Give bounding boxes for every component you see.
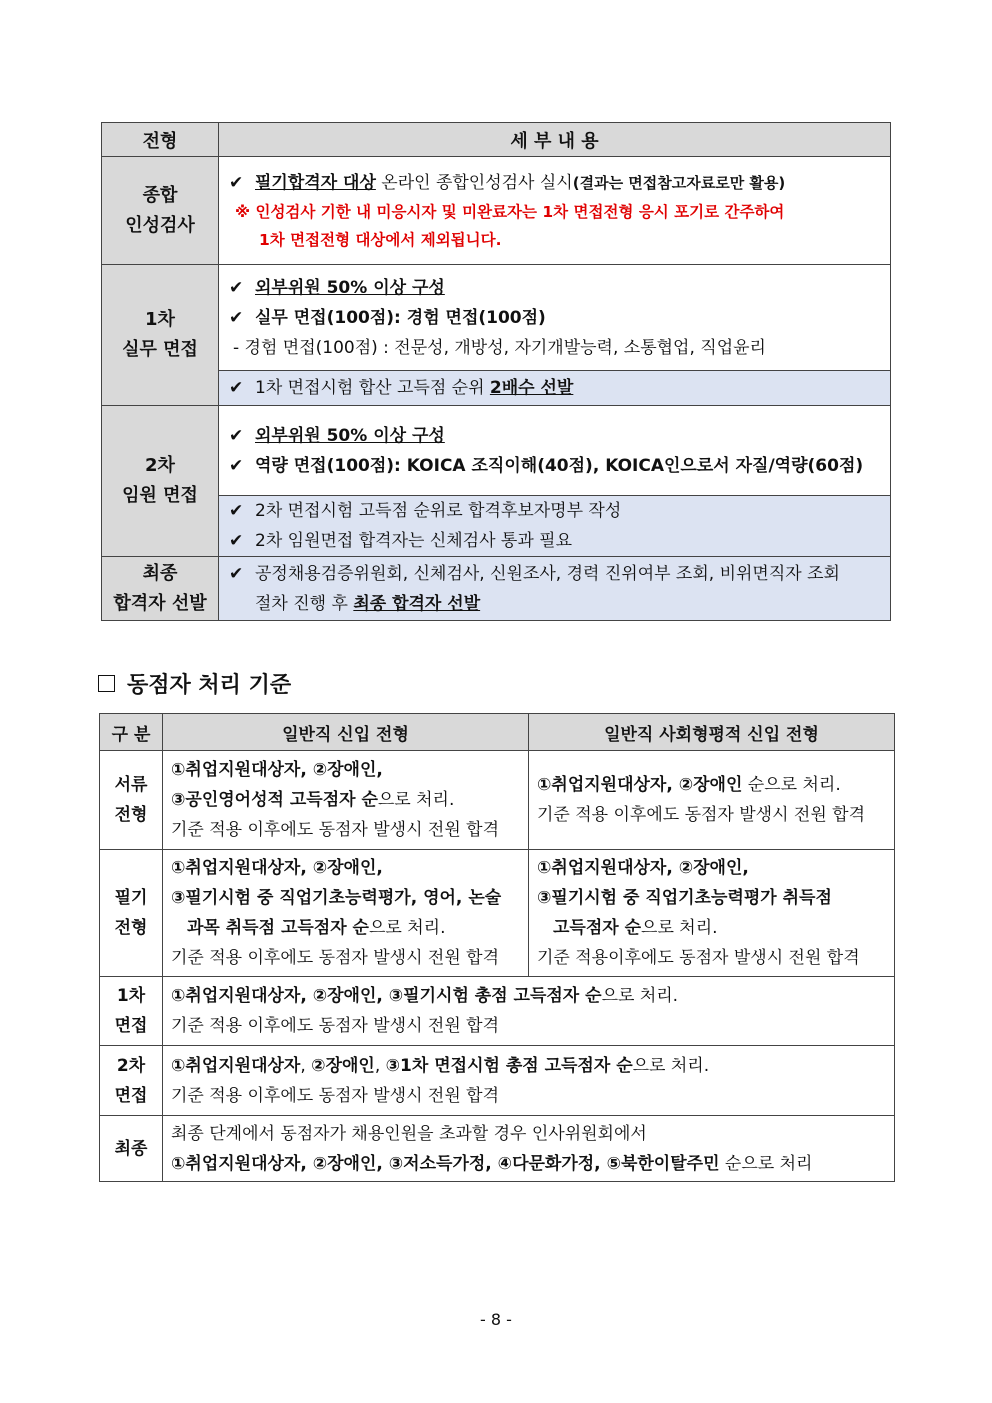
header-details: 세 부 내 용 [219,123,891,157]
aptitude-details [219,157,891,265]
selection-stages-table [101,122,891,621]
header-social-equity: 일반직 사회형평적 신입 전형 [529,714,895,751]
first-interview-selection: ✔ 1차 면접시험 합산 고득점 순위 2배수 선발 [219,371,891,406]
check-icon: ✔ [229,277,244,298]
check-icon: ✔ [229,501,244,521]
tie-breaker-table [99,713,895,1182]
aptitude-line1: ✔ 필기합격자 대상 온라인 종합인성검사 실시(결과는 면접참고자료로만 활용) [229,168,882,198]
check-icon: ✔ [229,531,244,551]
aptitude-note2: 1차 면접전형 대상에서 제외됩니다. [259,230,502,249]
final-selection-details: ✔ 공정채용검증위원회, 신체검사, 신원조사, 경력 진위여부 조회, 비위면직자 조회 절차 진행 후 최종 합격자 선발 [219,557,891,621]
row-label-document: 서류 전형 [100,751,163,850]
check-icon: ✔ [229,425,244,446]
first-interview-details: ✔ 외부위원 50% 이상 구성 ✔ 실무 면접(100점): 경험 면접(100점) - 경험 면접(100점) : 전문성, 개방성, 자기개발능력, 소통협업, 직업윤리 [219,265,891,371]
document-social: ①취업지원대상자, ②장애인 순으로 처리. 기준 적용 이후에도 동점자 발생시 전원 합격 [529,751,895,850]
second-interview-details: ✔ 외부위원 50% 이상 구성 ✔ 역량 면접(100점): KOICA 조직이해(40점), KOICA인으로서 자질/역량(60점) [219,406,891,496]
written-social: ①취업지원대상자, ②장애인, ③필기시험 중 직업기초능력평가 취득점 고득점자 순으로 처리. 기준 적용이후에도 동점자 발생시 전원 합격 [529,850,895,977]
first-interview-rule: ①취업지원대상자, ②장애인, ③필기시험 총점 고득점자 순으로 처리. 기준 적용 이후에도 동점자 발생시 전원 합격 [163,977,895,1046]
section-title: 동점자 처리 기준 [98,668,291,699]
document-general: ①취업지원대상자, ②장애인, ③공인영어성적 고득점자 순으로 처리. 기준 적용 이후에도 동점자 발생시 전원 합격 [163,751,529,850]
second-interview-notes: ✔ 2차 면접시험 고득점 순위로 합격후보자명부 작성 ✔ 2차 임원면접 합격자는 신체검사 통과 필요 [219,496,891,557]
row-label-second-interview: 2차 면접 [100,1046,163,1116]
check-icon: ✔ [229,563,244,584]
row-label-final-selection: 최종 합격자 선발 [102,557,219,621]
check-icon: ✔ [229,378,244,398]
written-general: ①취업지원대상자, ②장애인, ③필기시험 중 직업기초능력평가, 영어, 논술 과목 취득점 고득점자 순으로 처리. 기준 적용 이후에도 동점자 발생시 전원 합격 [163,850,529,977]
final-rule: 최종 단계에서 동점자가 채용인원을 초과할 경우 인사위원회에서 ①취업지원대상자, ②장애인, ③저소득가정, ④다문화가정, ⑤북한이탈주민 순으로 처리 [163,1116,895,1182]
row-label-second-interview: 2차 임원 면접 [102,406,219,557]
row-label-written: 필기 전형 [100,850,163,977]
row-label-first-interview: 1차 실무 면접 [102,265,219,406]
header-category: 구 분 [100,714,163,751]
page-number: - 8 - [480,1310,512,1329]
check-icon: ✔ [229,172,244,193]
header-general: 일반직 신입 전형 [163,714,529,751]
header-stage: 전형 [102,123,219,157]
row-label-first-interview: 1차 면접 [100,977,163,1046]
check-icon: ✔ [229,307,244,328]
check-icon: ✔ [229,455,244,476]
row-label-aptitude: 종합 인성검사 [102,157,219,265]
second-interview-rule: ①취업지원대상자, ②장애인, ③1차 면접시험 총점 고득점자 순으로 처리. 기준 적용 이후에도 동점자 발생시 전원 합격 [163,1046,895,1116]
aptitude-note1: ※ 인성검사 기한 내 미응시자 및 미완료자는 1차 면접전형 응시 포기로 간주하여 [235,202,785,221]
checkbox-square-icon [98,675,115,692]
row-label-final: 최종 [100,1116,163,1182]
